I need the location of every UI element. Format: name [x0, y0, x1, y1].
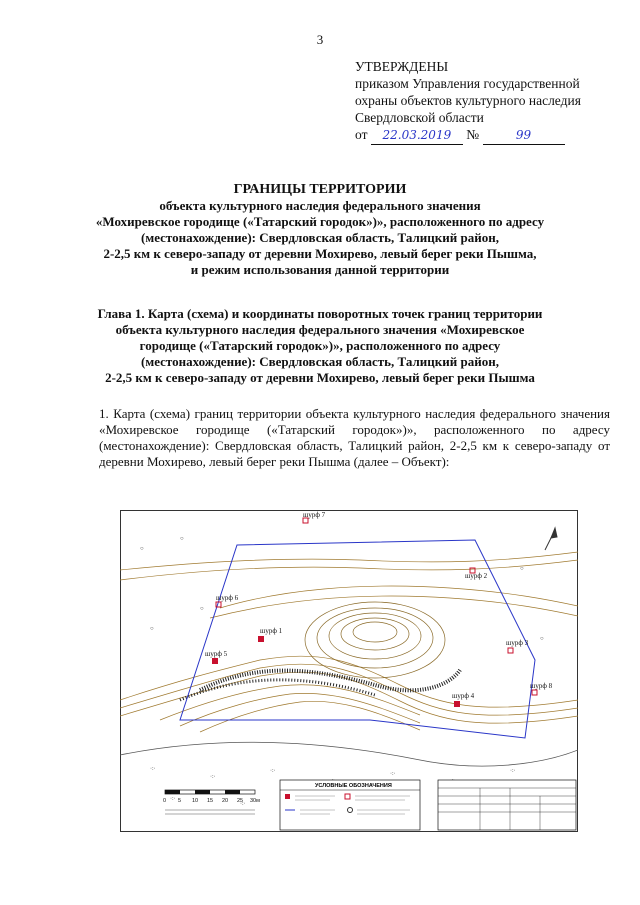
pit-label: шурф 8	[530, 682, 553, 690]
map-legend	[280, 780, 420, 830]
pit-label: шурф 2	[465, 572, 488, 580]
approval-date-row	[355, 126, 581, 145]
chapter-line: городище («Татарский городок»)», расположенного по адресу	[139, 338, 501, 353]
pit-label: шурф 5	[205, 650, 228, 658]
svg-text:·:·: ·:·	[210, 774, 216, 780]
approval-line: охраны объектов культурного наследия	[355, 93, 581, 108]
title-line: 2-2,5 км к северо-западу от деревни Мохирево, левый берег реки Пышма,	[103, 246, 537, 261]
from-label: от	[355, 127, 368, 142]
pit-label: шурф 4	[452, 692, 475, 700]
approval-line: Свердловской области	[355, 110, 484, 125]
svg-text:○: ○	[150, 626, 154, 632]
pit-label: шурф 7	[303, 511, 326, 519]
pit-label: шурф 1	[260, 627, 283, 635]
scale-tick: 5	[178, 798, 182, 804]
title-line: объекта культурного наследия федерального значения	[159, 198, 481, 213]
scale-tick: 15	[207, 798, 214, 804]
svg-text:·:·: ·:·	[150, 766, 156, 772]
chapter-line: Глава 1. Карта (схема) и координаты поворотных точек границ территории	[97, 306, 543, 321]
document-title	[60, 182, 580, 278]
chapter-line: 2-2,5 км к северо-западу от деревни Мохирево, левый берег реки Пышма	[105, 370, 535, 385]
number-label: №	[466, 127, 480, 142]
scale-tick: 30м	[250, 798, 260, 804]
svg-text:○: ○	[180, 536, 184, 542]
title-line: «Мохиревское городище («Татарский городок»)», расположенного по адресу	[95, 214, 545, 229]
legend-title: УСЛОВНЫЕ ОБОЗНАЧЕНИЯ	[315, 783, 392, 789]
title-line: (местонахождение): Свердловская область, Талицкий район,	[141, 230, 499, 245]
title-heading: ГРАНИЦЫ ТЕРРИТОРИИ	[233, 182, 407, 197]
svg-text:·:·: ·:·	[270, 768, 276, 774]
chapter-line: объекта культурного наследия федерального значения «Мохиревское	[115, 322, 525, 337]
approval-heading: УТВЕРЖДЕНЫ	[355, 59, 449, 74]
svg-text:·:·: ·:·	[390, 771, 396, 777]
approval-block	[355, 58, 581, 145]
pit-label: шурф 3	[506, 639, 529, 647]
scale-tick: 0	[163, 798, 167, 804]
svg-text:·:·: ·:·	[510, 768, 516, 774]
svg-text:·:·: ·:·	[240, 801, 246, 807]
page-number: 3	[316, 32, 324, 47]
pit-label: шурф 6	[216, 594, 239, 602]
site-map	[120, 510, 578, 832]
scale-tick: 20	[222, 798, 229, 804]
chapter-line: (местонахождение): Свердловская область, Талицкий район,	[141, 354, 499, 369]
chapter-heading	[50, 306, 590, 386]
approval-date: 22.03.2019	[371, 127, 463, 145]
title-line: и режим использования данной территории	[190, 262, 450, 277]
paragraph-text: 1. Карта (схема) границ территории объекта культурного наследия федерального значения «Мохиревское городище («Татарский городок»)», расположенного по адресу (местонахождение): Свердловская область, Талицкий район, 2-2,5 км к северо-западу от деревни Мохирево, левый берег реки Пышма (далее – Объект):	[99, 406, 610, 469]
scale-tick: 25	[237, 798, 244, 804]
svg-text:○: ○	[140, 546, 144, 552]
body-paragraph	[75, 406, 610, 470]
svg-text:○: ○	[540, 636, 544, 642]
title-block	[438, 780, 576, 830]
svg-text:○: ○	[520, 566, 524, 572]
svg-text:·:·: ·:·	[170, 796, 176, 802]
scale-tick: 10	[192, 798, 199, 804]
approval-number: 99	[483, 127, 565, 145]
svg-text:○: ○	[200, 606, 204, 612]
approval-line: приказом Управления государственной	[355, 76, 580, 91]
